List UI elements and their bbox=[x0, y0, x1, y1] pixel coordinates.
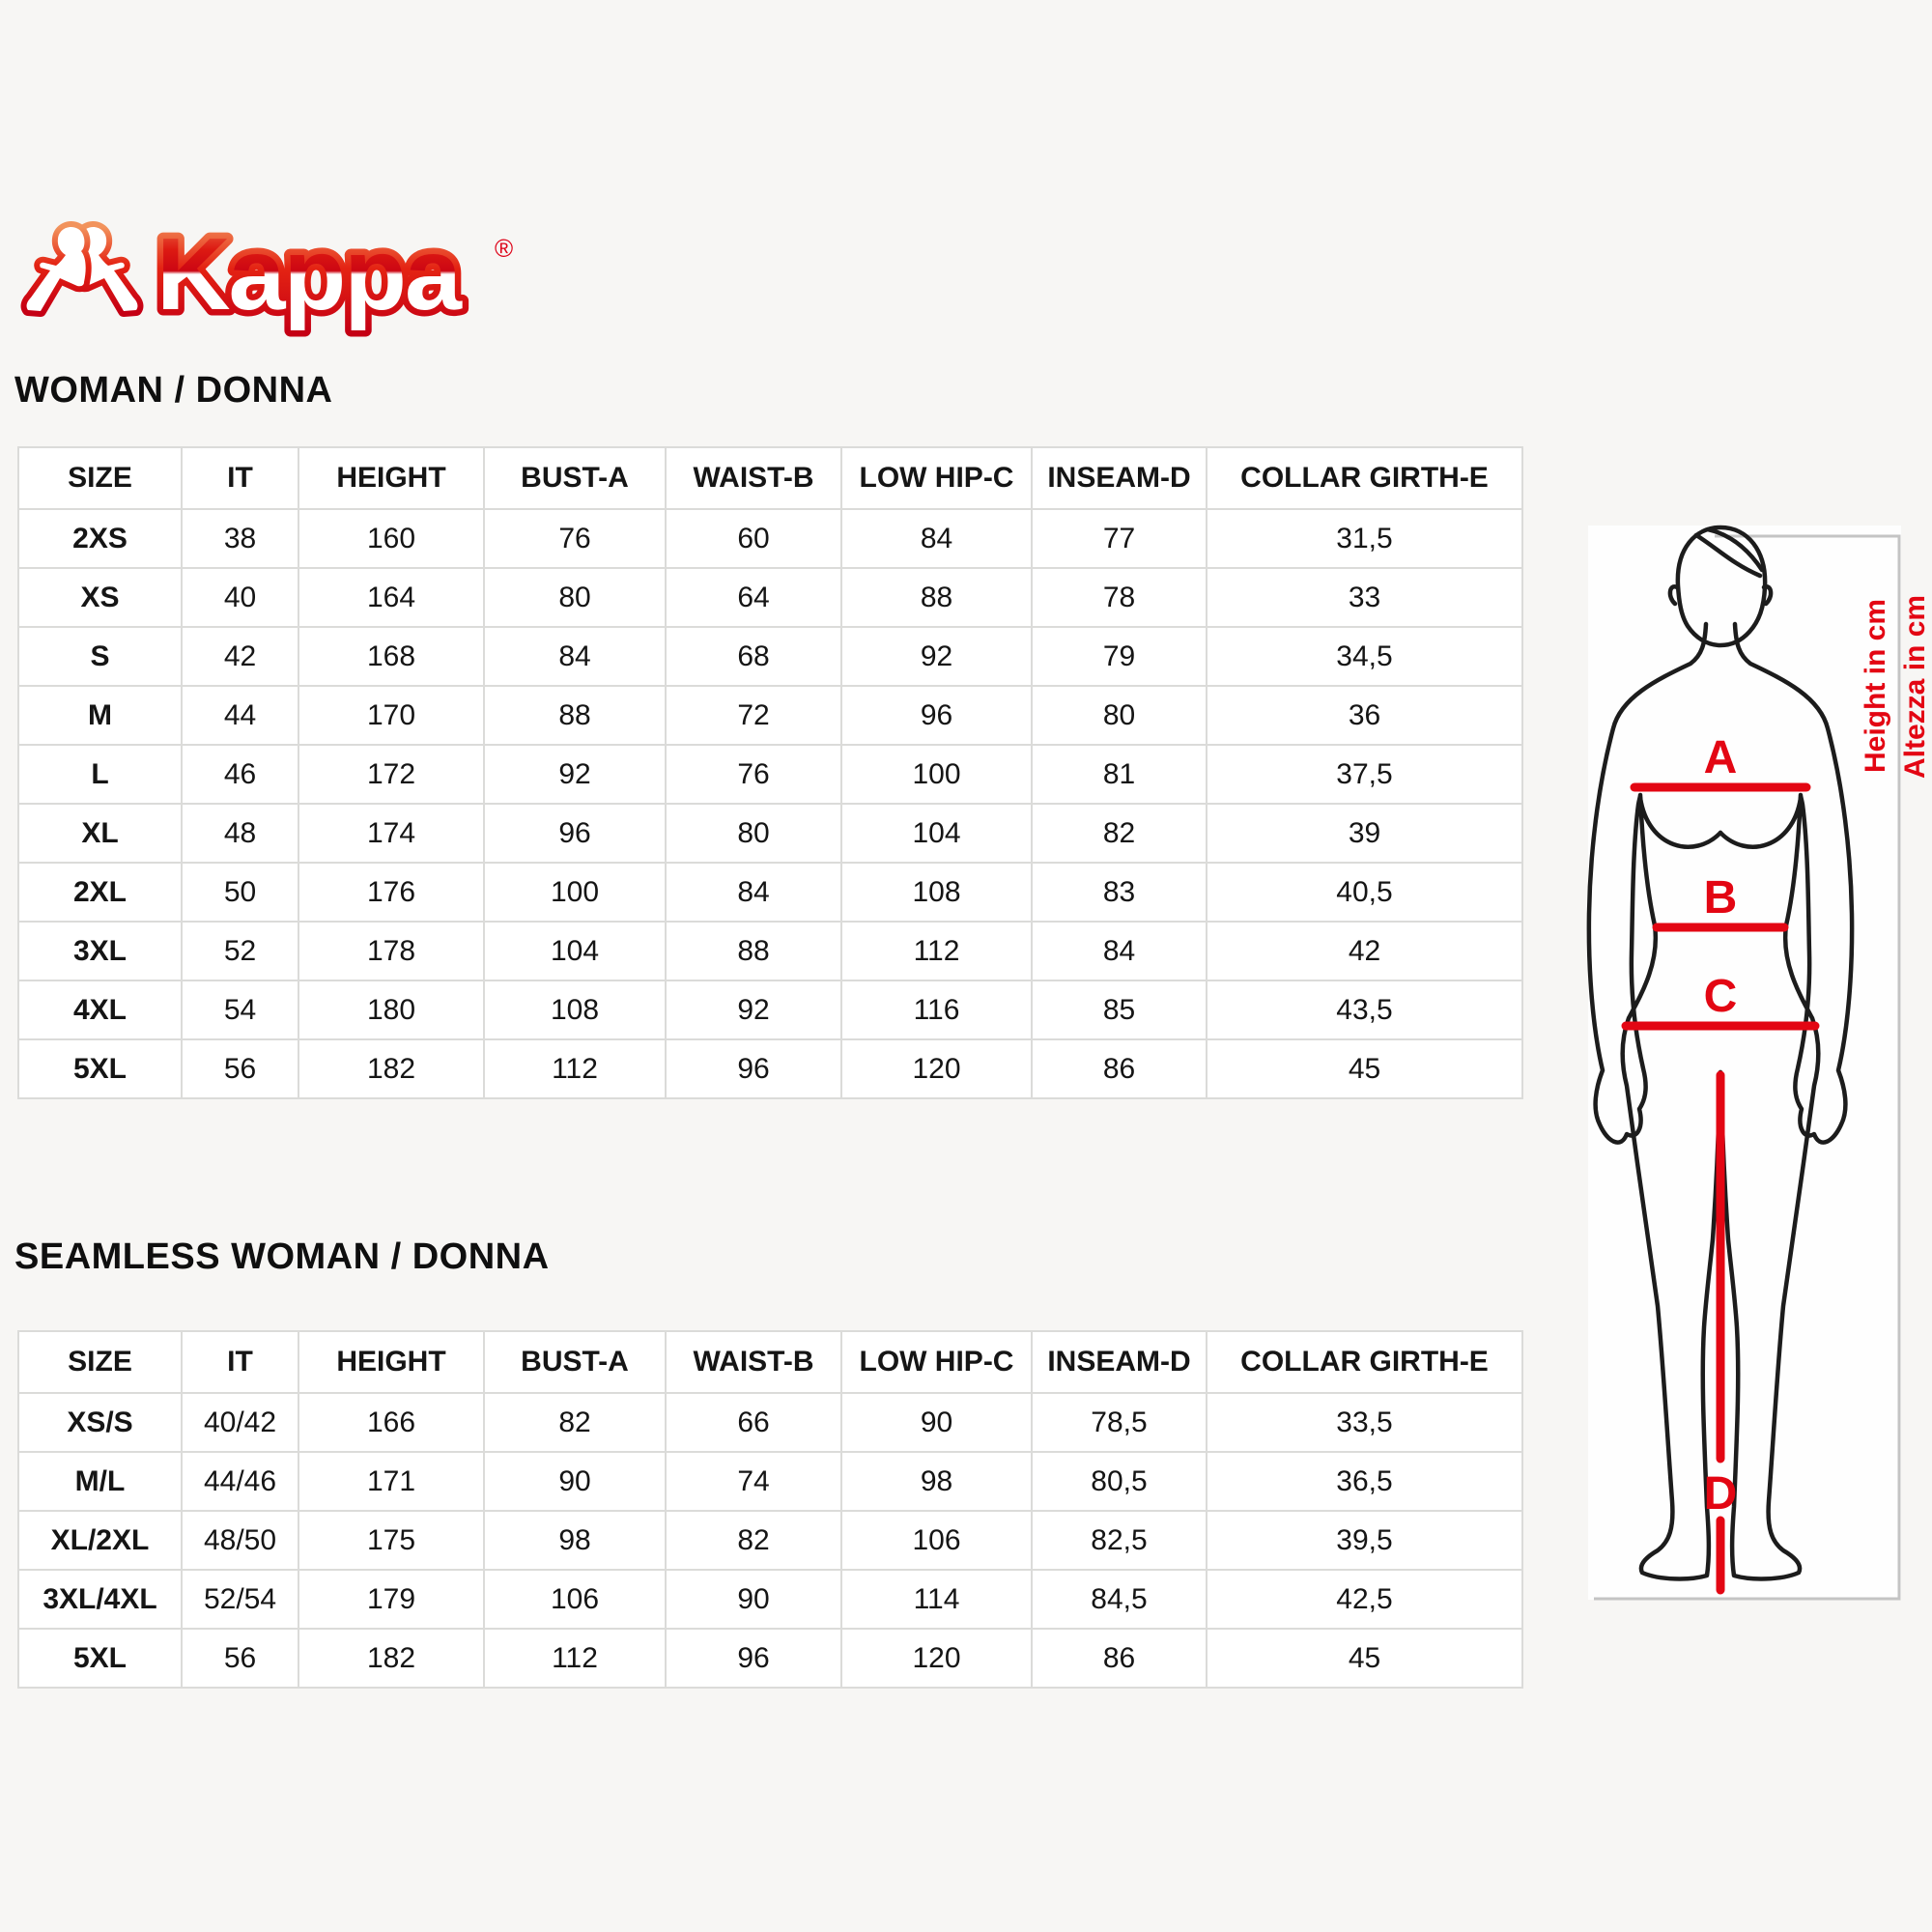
section-title-woman: WOMAN / DONNA bbox=[14, 370, 333, 411]
column-header: BUST-A bbox=[484, 447, 666, 509]
label-low-hip-c: C bbox=[1703, 971, 1738, 1022]
value-cell: 84 bbox=[841, 509, 1032, 568]
value-cell: 170 bbox=[298, 686, 484, 745]
table-row bbox=[18, 1570, 1522, 1629]
value-cell: 100 bbox=[484, 863, 666, 922]
value-cell: 88 bbox=[841, 568, 1032, 627]
value-cell: 48 bbox=[182, 804, 298, 863]
woman-table-body bbox=[18, 509, 1522, 1098]
value-cell: 40,5 bbox=[1207, 863, 1522, 922]
value-cell: 45 bbox=[1207, 1629, 1522, 1688]
table-row bbox=[18, 1452, 1522, 1511]
value-cell: 96 bbox=[666, 1039, 841, 1098]
registered-trademark-icon: ® bbox=[495, 234, 514, 263]
value-cell: 92 bbox=[666, 980, 841, 1039]
value-cell: 92 bbox=[841, 627, 1032, 686]
size-cell: 3XL/4XL bbox=[18, 1570, 182, 1629]
value-cell: 40/42 bbox=[182, 1393, 298, 1452]
value-cell: 171 bbox=[298, 1452, 484, 1511]
value-cell: 182 bbox=[298, 1039, 484, 1098]
value-cell: 180 bbox=[298, 980, 484, 1039]
value-cell: 98 bbox=[484, 1511, 666, 1570]
value-cell: 112 bbox=[484, 1629, 666, 1688]
body-measurement-figure bbox=[1563, 510, 1932, 1621]
value-cell: 120 bbox=[841, 1039, 1032, 1098]
value-cell: 90 bbox=[484, 1452, 666, 1511]
column-header: SIZE bbox=[18, 1331, 182, 1393]
table-row bbox=[18, 1511, 1522, 1570]
value-cell: 76 bbox=[484, 509, 666, 568]
height-label-it: Altezza in cm bbox=[1899, 594, 1931, 779]
value-cell: 106 bbox=[841, 1511, 1032, 1570]
value-cell: 179 bbox=[298, 1570, 484, 1629]
size-cell: L bbox=[18, 745, 182, 804]
value-cell: 90 bbox=[666, 1570, 841, 1629]
value-cell: 52 bbox=[182, 922, 298, 980]
value-cell: 52/54 bbox=[182, 1570, 298, 1629]
size-cell: 5XL bbox=[18, 1629, 182, 1688]
height-label-en: Height in cm bbox=[1860, 598, 1891, 773]
value-cell: 50 bbox=[182, 863, 298, 922]
label-inseam-d: D bbox=[1703, 1468, 1738, 1520]
value-cell: 33,5 bbox=[1207, 1393, 1522, 1452]
value-cell: 116 bbox=[841, 980, 1032, 1039]
value-cell: 48/50 bbox=[182, 1511, 298, 1570]
value-cell: 114 bbox=[841, 1570, 1032, 1629]
kappa-wordmark: Kappa bbox=[156, 217, 460, 331]
column-header: HEIGHT bbox=[298, 447, 484, 509]
value-cell: 88 bbox=[666, 922, 841, 980]
value-cell: 80,5 bbox=[1032, 1452, 1207, 1511]
value-cell: 160 bbox=[298, 509, 484, 568]
value-cell: 43,5 bbox=[1207, 980, 1522, 1039]
value-cell: 45 bbox=[1207, 1039, 1522, 1098]
kappa-logo bbox=[14, 209, 526, 344]
value-cell: 98 bbox=[841, 1452, 1032, 1511]
value-cell: 82 bbox=[1032, 804, 1207, 863]
value-cell: 182 bbox=[298, 1629, 484, 1688]
table-row bbox=[18, 863, 1522, 922]
value-cell: 83 bbox=[1032, 863, 1207, 922]
table-row bbox=[18, 745, 1522, 804]
seamless-woman-size-table bbox=[17, 1330, 1523, 1689]
column-header: COLLAR GIRTH-E bbox=[1207, 447, 1522, 509]
value-cell: 108 bbox=[484, 980, 666, 1039]
value-cell: 176 bbox=[298, 863, 484, 922]
value-cell: 44/46 bbox=[182, 1452, 298, 1511]
value-cell: 90 bbox=[841, 1393, 1032, 1452]
size-cell: S bbox=[18, 627, 182, 686]
value-cell: 112 bbox=[484, 1039, 666, 1098]
column-header: COLLAR GIRTH-E bbox=[1207, 1331, 1522, 1393]
value-cell: 40 bbox=[182, 568, 298, 627]
column-header: IT bbox=[182, 447, 298, 509]
value-cell: 81 bbox=[1032, 745, 1207, 804]
value-cell: 96 bbox=[841, 686, 1032, 745]
value-cell: 100 bbox=[841, 745, 1032, 804]
value-cell: 77 bbox=[1032, 509, 1207, 568]
table-row bbox=[18, 509, 1522, 568]
table-row bbox=[18, 1039, 1522, 1098]
value-cell: 112 bbox=[841, 922, 1032, 980]
table-row bbox=[18, 627, 1522, 686]
column-header: WAIST-B bbox=[666, 447, 841, 509]
table-row bbox=[18, 1629, 1522, 1688]
value-cell: 120 bbox=[841, 1629, 1032, 1688]
value-cell: 164 bbox=[298, 568, 484, 627]
value-cell: 37,5 bbox=[1207, 745, 1522, 804]
value-cell: 68 bbox=[666, 627, 841, 686]
table-row bbox=[18, 1393, 1522, 1452]
table-row bbox=[18, 922, 1522, 980]
value-cell: 174 bbox=[298, 804, 484, 863]
size-cell: XL/2XL bbox=[18, 1511, 182, 1570]
label-waist-b: B bbox=[1703, 872, 1738, 923]
size-cell: 2XS bbox=[18, 509, 182, 568]
value-cell: 86 bbox=[1032, 1629, 1207, 1688]
size-cell: M bbox=[18, 686, 182, 745]
size-cell: XL bbox=[18, 804, 182, 863]
label-bust-a: A bbox=[1703, 732, 1738, 783]
value-cell: 80 bbox=[1032, 686, 1207, 745]
value-cell: 56 bbox=[182, 1039, 298, 1098]
value-cell: 42 bbox=[182, 627, 298, 686]
value-cell: 78 bbox=[1032, 568, 1207, 627]
seamless-table-body bbox=[18, 1393, 1522, 1688]
section-title-seamless-woman: SEAMLESS WOMAN / DONNA bbox=[14, 1236, 550, 1277]
column-header: INSEAM-D bbox=[1032, 447, 1207, 509]
table-row bbox=[18, 980, 1522, 1039]
value-cell: 84 bbox=[484, 627, 666, 686]
size-cell: 3XL bbox=[18, 922, 182, 980]
value-cell: 92 bbox=[484, 745, 666, 804]
value-cell: 104 bbox=[841, 804, 1032, 863]
value-cell: 74 bbox=[666, 1452, 841, 1511]
value-cell: 38 bbox=[182, 509, 298, 568]
value-cell: 96 bbox=[484, 804, 666, 863]
value-cell: 42,5 bbox=[1207, 1570, 1522, 1629]
value-cell: 80 bbox=[666, 804, 841, 863]
value-cell: 178 bbox=[298, 922, 484, 980]
figure-background bbox=[1588, 526, 1901, 1600]
value-cell: 82 bbox=[666, 1511, 841, 1570]
size-cell: 4XL bbox=[18, 980, 182, 1039]
value-cell: 36,5 bbox=[1207, 1452, 1522, 1511]
kappa-omini-icon bbox=[27, 227, 138, 311]
value-cell: 33 bbox=[1207, 568, 1522, 627]
value-cell: 42 bbox=[1207, 922, 1522, 980]
value-cell: 39 bbox=[1207, 804, 1522, 863]
value-cell: 108 bbox=[841, 863, 1032, 922]
value-cell: 175 bbox=[298, 1511, 484, 1570]
value-cell: 39,5 bbox=[1207, 1511, 1522, 1570]
header-row bbox=[18, 447, 1522, 509]
column-header: LOW HIP-C bbox=[841, 1331, 1032, 1393]
value-cell: 104 bbox=[484, 922, 666, 980]
value-cell: 72 bbox=[666, 686, 841, 745]
value-cell: 78,5 bbox=[1032, 1393, 1207, 1452]
size-cell: M/L bbox=[18, 1452, 182, 1511]
value-cell: 84 bbox=[666, 863, 841, 922]
value-cell: 64 bbox=[666, 568, 841, 627]
value-cell: 79 bbox=[1032, 627, 1207, 686]
woman-table-header bbox=[18, 447, 1522, 509]
value-cell: 82,5 bbox=[1032, 1511, 1207, 1570]
value-cell: 34,5 bbox=[1207, 627, 1522, 686]
size-cell: XS/S bbox=[18, 1393, 182, 1452]
value-cell: 54 bbox=[182, 980, 298, 1039]
value-cell: 86 bbox=[1032, 1039, 1207, 1098]
value-cell: 56 bbox=[182, 1629, 298, 1688]
size-cell: 5XL bbox=[18, 1039, 182, 1098]
value-cell: 46 bbox=[182, 745, 298, 804]
value-cell: 84 bbox=[1032, 922, 1207, 980]
value-cell: 96 bbox=[666, 1629, 841, 1688]
table-row bbox=[18, 804, 1522, 863]
value-cell: 84,5 bbox=[1032, 1570, 1207, 1629]
table-row bbox=[18, 568, 1522, 627]
header-row bbox=[18, 1331, 1522, 1393]
size-cell: XS bbox=[18, 568, 182, 627]
value-cell: 80 bbox=[484, 568, 666, 627]
value-cell: 44 bbox=[182, 686, 298, 745]
column-header: BUST-A bbox=[484, 1331, 666, 1393]
column-header: SIZE bbox=[18, 447, 182, 509]
column-header: WAIST-B bbox=[666, 1331, 841, 1393]
value-cell: 82 bbox=[484, 1393, 666, 1452]
value-cell: 76 bbox=[666, 745, 841, 804]
value-cell: 36 bbox=[1207, 686, 1522, 745]
value-cell: 88 bbox=[484, 686, 666, 745]
value-cell: 172 bbox=[298, 745, 484, 804]
value-cell: 66 bbox=[666, 1393, 841, 1452]
value-cell: 106 bbox=[484, 1570, 666, 1629]
value-cell: 166 bbox=[298, 1393, 484, 1452]
column-header: INSEAM-D bbox=[1032, 1331, 1207, 1393]
woman-size-table bbox=[17, 446, 1523, 1099]
column-header: IT bbox=[182, 1331, 298, 1393]
value-cell: 85 bbox=[1032, 980, 1207, 1039]
size-cell: 2XL bbox=[18, 863, 182, 922]
column-header: HEIGHT bbox=[298, 1331, 484, 1393]
table-row bbox=[18, 686, 1522, 745]
seamless-table-header bbox=[18, 1331, 1522, 1393]
value-cell: 60 bbox=[666, 509, 841, 568]
value-cell: 31,5 bbox=[1207, 509, 1522, 568]
column-header: LOW HIP-C bbox=[841, 447, 1032, 509]
value-cell: 168 bbox=[298, 627, 484, 686]
